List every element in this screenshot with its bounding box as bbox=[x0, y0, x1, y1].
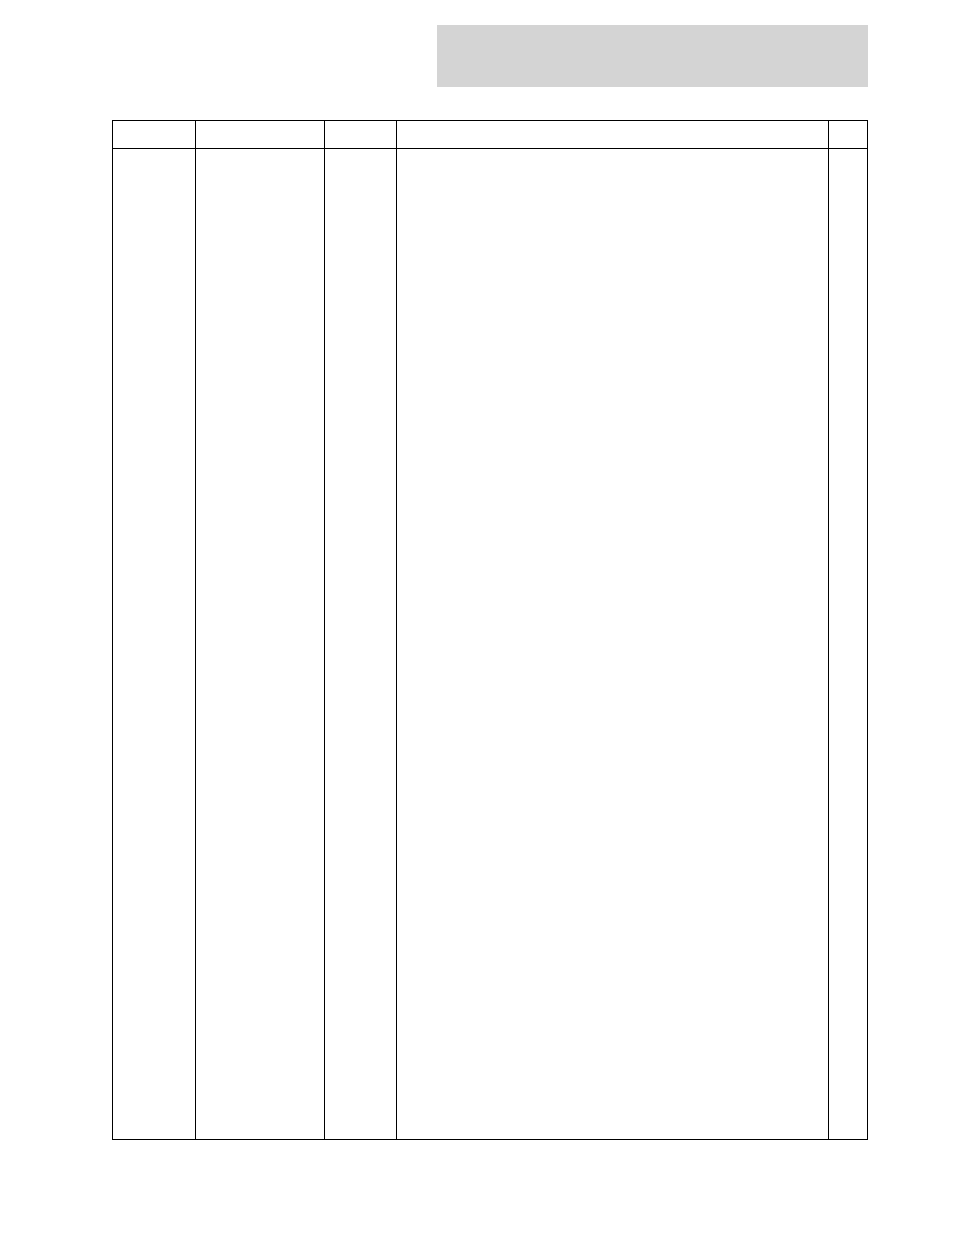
header-qty bbox=[325, 121, 396, 148]
header-rev bbox=[829, 121, 867, 148]
section-banner bbox=[437, 25, 868, 87]
header-part-number bbox=[196, 121, 324, 148]
parts-table bbox=[112, 120, 868, 1140]
header-divider bbox=[113, 148, 867, 149]
column-divider bbox=[396, 121, 397, 1139]
header-item bbox=[113, 121, 195, 148]
header-description bbox=[397, 121, 828, 148]
column-divider bbox=[324, 121, 325, 1139]
column-divider bbox=[195, 121, 196, 1139]
column-divider bbox=[828, 121, 829, 1139]
